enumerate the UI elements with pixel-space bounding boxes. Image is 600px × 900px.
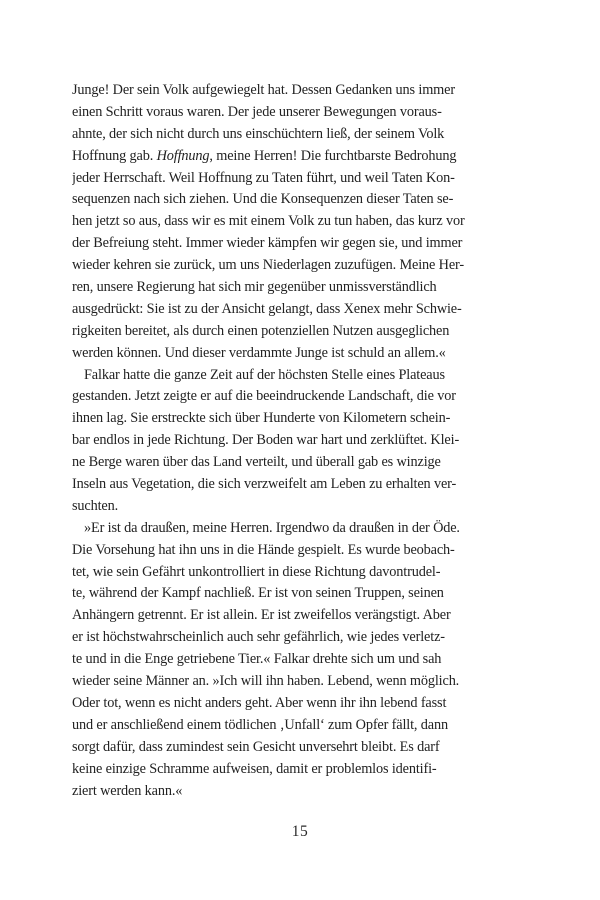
text-segment: er ist höchstwahrscheinlich auch sehr gefährlich, wie jedes verletz-: [72, 629, 445, 646]
text-segment: Junge! Der sein Volk aufgewiegelt hat. Dessen Gedanken uns immer: [72, 82, 455, 98]
text-line: [72, 102, 528, 124]
paragraph: [72, 518, 528, 803]
text-segment: Inseln aus Vegetation, die sich verzweifelt am Leben zu erhalten ver-: [72, 476, 457, 493]
text-segment: gestanden. Jetzt zeigte er auf die beeindruckende Landschaft, die vor: [72, 388, 456, 405]
text-segment: ren, unsere Regierung hat sich mir gegenüber unmissverständlich: [72, 279, 437, 296]
text-line: [72, 80, 528, 102]
italic-text-segment: Hoffnung: [156, 147, 210, 164]
text-line: [72, 299, 528, 321]
text-line: [72, 474, 528, 496]
text-segment: Hoffnung gab.: [72, 147, 157, 164]
text-segment: suchten.: [72, 497, 119, 514]
text-line: [72, 430, 528, 452]
text-segment: »Er ist da draußen, meine Herren. Irgendwo da draußen in der Öde.: [84, 519, 460, 536]
text-segment: und er anschließend einem tödlichen ‚Unfall‘ zum Opfer fällt, dann: [72, 716, 448, 733]
text-segment: wieder kehren sie zurück, um uns Niederlagen zuzufügen. Meine Her-: [72, 257, 464, 274]
text-segment: te, während der Kampf nachließ. Er ist von seinen Truppen, seinen: [72, 585, 444, 602]
text-segment: tet, wie sein Gefährt unkontrolliert in diese Richtung davontrudel-: [72, 563, 441, 580]
text-segment: hen jetzt so aus, dass wir es mit einem Volk zu tun haben, das kurz vor: [72, 213, 465, 230]
text-line: [72, 255, 528, 277]
text-line: [72, 715, 528, 737]
text-segment: ausgedrückt: Sie ist zu der Ansicht gelangt, dass Xenex mehr Schwie-: [72, 300, 462, 317]
text-segment: ziert werden kann.«: [72, 782, 183, 799]
text-line: [72, 146, 528, 168]
text-line: [72, 627, 528, 649]
text-line: [72, 277, 528, 299]
text-line: [72, 408, 528, 430]
text-line: [72, 124, 528, 146]
text-segment: rigkeiten bereitet, als durch einen potenziellen Nutzen ausgeglichen: [72, 322, 450, 339]
text-line: [72, 452, 528, 474]
text-segment: wieder seine Männer an. »Ich will ihn haben. Lebend, wenn möglich.: [72, 673, 460, 690]
text-segment: sequenzen nach sich ziehen. Und die Konsequenzen dieser Taten se-: [72, 191, 454, 208]
text-segment: Oder tot, wenn es nicht anders geht. Aber wenn ihr ihn lebend fasst: [72, 694, 447, 711]
text-line: [72, 211, 528, 233]
text-segment: der Befreiung steht. Immer wieder kämpfen wir gegen sie, und immer: [72, 235, 463, 252]
text-segment: Anhängern getrennt. Er ist allein. Er ist zweifellos verängstigt. Aber: [72, 607, 451, 624]
text-line: [72, 343, 528, 365]
text-line: [72, 605, 528, 627]
text-segment: ahnte, der sich nicht durch uns einschüchtern ließ, der seinem Volk: [72, 125, 445, 142]
page-text: [72, 80, 528, 802]
page-number: 15: [291, 823, 309, 840]
text-segment: ihnen lag. Sie erstreckte sich über Hunderte von Kilometern schein-: [72, 410, 451, 427]
text-segment: te und in die Enge getriebene Tier.« Falkar drehte sich um und sah: [72, 651, 442, 668]
text-line: [72, 321, 528, 343]
text-line: [72, 693, 528, 715]
paragraph: [72, 365, 528, 518]
text-line: [72, 233, 528, 255]
text-segment: sorgt dafür, dass zumindest sein Gesicht unversehrt bleibt. Es darf: [72, 738, 440, 755]
text-line: [72, 583, 528, 605]
text-segment: , meine Herren! Die furchtbarste Bedrohung: [209, 147, 457, 164]
text-line: [72, 386, 528, 408]
text-line: [72, 189, 528, 211]
text-line: [72, 737, 528, 759]
text-line: [72, 562, 528, 584]
text-segment: bar endlos in jede Richtung. Der Boden war hart und zerklüftet. Klei-: [72, 432, 460, 449]
text-line: [72, 759, 528, 781]
paragraph: [72, 80, 528, 365]
text-line: [72, 781, 528, 803]
text-segment: Die Vorsehung hat ihn uns in die Hände gespielt. Es wurde beobach-: [72, 541, 455, 558]
text-segment: ne Berge waren über das Land verteilt, und überall gab es winzige: [72, 454, 441, 471]
text-line: [72, 365, 528, 387]
text-line: [72, 540, 528, 562]
text-line: [72, 168, 528, 190]
text-segment: jeder Herrschaft. Weil Hoffnung zu Taten führt, und weil Taten Kon-: [72, 169, 455, 186]
text-line: [72, 518, 528, 540]
text-line: [72, 649, 528, 671]
text-segment: keine einzige Schramme aufweisen, damit er problemlos identifi-: [72, 760, 437, 777]
text-segment: einen Schritt voraus waren. Der jede unserer Bewegungen voraus-: [72, 103, 442, 120]
text-segment: werden können. Und dieser verdammte Junge ist schuld an allem.«: [72, 344, 446, 361]
text-segment: Falkar hatte die ganze Zeit auf der höchsten Stelle eines Plateaus: [84, 366, 445, 383]
text-line: [72, 496, 528, 518]
text-line: [72, 671, 528, 693]
